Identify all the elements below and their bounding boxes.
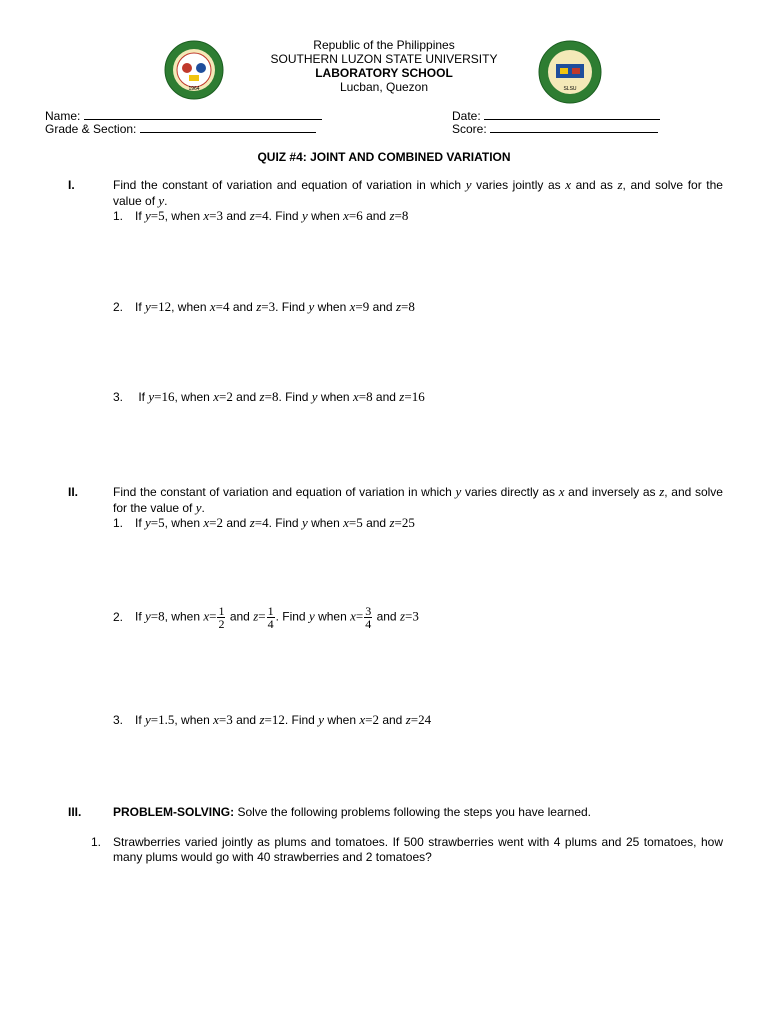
name-label: Name:	[45, 109, 81, 123]
problem-1-number: 1.	[91, 835, 102, 849]
grade-section-label: Grade & Section:	[45, 122, 137, 136]
score-blank-line	[490, 121, 658, 133]
s2-question-3: 3. If y=1.5, when x=3 and z=12. Find y when x=2 and z=24	[113, 712, 432, 727]
section-1-numeral: I.	[68, 178, 75, 192]
document-header	[234, 38, 534, 94]
section-2-numeral: II.	[68, 485, 79, 499]
section-2-instructions: Find the constant of variation and equation of variation in which y varies directly as x and inversely as z, and solve for the value of y.	[113, 484, 723, 515]
score-field[interactable]	[452, 121, 658, 136]
fraction-x: $\frac{1}{2}$	[218, 604, 225, 631]
s1-question-1: 1. If y=5, when x=3 and z=4. Find y when x=6 and z=8	[113, 208, 409, 223]
date-blank-line	[484, 108, 660, 120]
score-label: Score:	[452, 122, 487, 136]
slsu-seal-logo	[164, 40, 224, 100]
problem-1-text: Strawberries varied jointly as plums and tomatoes. If 500 strawberries went with 4 plums and 25 tomatoes, how many plums would go with 40 strawberries and 2 tomatoes?	[113, 835, 723, 864]
school-line: LABORATORY SCHOOL	[315, 66, 453, 80]
s1-question-2: 2. If y=12, when x=4 and z=3. Find y when x=9 and z=8	[113, 299, 415, 314]
university-line: SOUTHERN LUZON STATE UNIVERSITY	[270, 52, 498, 66]
location-line: Lucban, Quezon	[339, 80, 429, 94]
grade-section-field[interactable]	[45, 121, 316, 136]
quiz-title: QUIZ #4: JOINT AND COMBINED VARIATION	[257, 150, 511, 164]
svg-text:1964: 1964	[188, 86, 200, 92]
name-blank-line	[84, 108, 322, 120]
laboratory-school-seal-logo	[538, 40, 602, 104]
section-3-numeral: III.	[68, 805, 82, 819]
section-1-instructions: Find the constant of variation and equation of variation in which y varies jointly as x and as z, and solve for the value of y.	[113, 177, 723, 208]
s1-question-3: 3. If y=16, when x=2 and z=8. Find y when x=8 and z=16	[113, 389, 425, 404]
date-label: Date:	[452, 109, 481, 123]
republic-line: Republic of the Philippines	[313, 38, 455, 52]
svg-text:SLSU: SLSU	[563, 86, 577, 92]
fraction-find-x: $\frac{3}{4}$	[365, 604, 372, 631]
grade-section-blank-line	[140, 121, 316, 133]
section-3-instructions: PROBLEM-SOLVING: Solve the following problems following the steps you have learned.	[113, 805, 591, 819]
s2-question-2: 2. If y=8, when x= $\frac{1}{2}$ and z= $\frac{1}{4}$ . Find y when x= $\frac{3}{4}$ and z=3	[113, 604, 419, 631]
fraction-z: $\frac{1}{4}$	[267, 604, 274, 631]
s2-question-1: 1. If y=5, when x=2 and z=4. Find y when x=5 and z=25	[113, 515, 415, 530]
